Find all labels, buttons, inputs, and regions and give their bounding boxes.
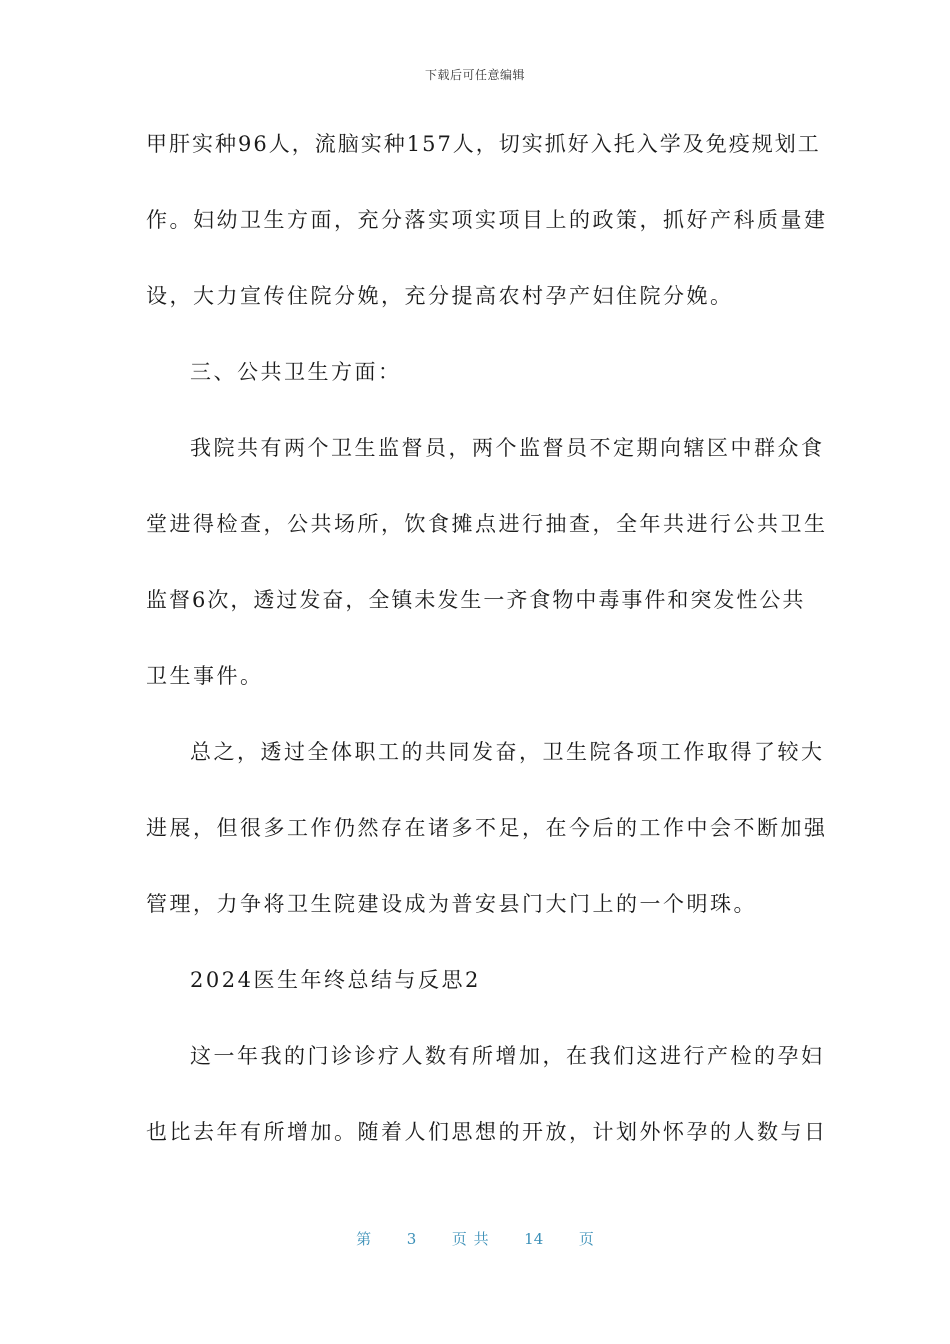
total-pages-number: 14	[524, 1230, 544, 1248]
current-page-number: 3	[406, 1230, 417, 1248]
paragraph-line: 卫生事件。	[146, 664, 264, 688]
paragraph-line: 进展，但很多工作仍然存在诸多不足，在今后的工作中会不断加强	[146, 816, 828, 840]
document-body	[146, 124, 828, 1188]
paragraph-line: 管理，力争将卫生院建设成为普安县门大门上的一个明珠。	[146, 892, 757, 916]
page-header: 下载后可任意编辑	[424, 68, 525, 82]
page-label-suffix: 页	[578, 1230, 594, 1248]
page-footer	[0, 1228, 950, 1249]
paragraph-line: 我院共有两个卫生监督员，两个监督员不定期向辖区中群众食	[190, 436, 825, 460]
paragraph-line: 堂进得检查，公共场所，饮食摊点进行抽查，全年共进行公共卫生	[146, 512, 828, 536]
paragraph-line: 也比去年有所增加。随着人们思想的开放，计划外怀孕的人数与日	[146, 1120, 828, 1144]
paragraph-line: 甲肝实种96人，流脑实种157人，切实抓好入托入学及免疫规划工	[146, 132, 821, 156]
section-heading: 三、公共卫生方面：	[190, 360, 402, 384]
page-label-prefix: 第	[356, 1230, 372, 1248]
paragraph-line: 这一年我的门诊诊疗人数有所增加，在我们这进行产检的孕妇	[190, 1044, 825, 1068]
paragraph-line: 总之，透过全体职工的共同发奋，卫生院各项工作取得了较大	[190, 740, 825, 764]
paragraph-line: 设，大力宣传住院分娩，充分提高农村孕产妇住院分娩。	[146, 284, 734, 308]
page-label-mid: 页 共	[451, 1230, 489, 1248]
paragraph-line: 监督6次，透过发奋，全镇未发生一齐食物中毒事件和突发性公共	[146, 588, 806, 612]
section-title: 2024医生年终总结与反思2	[190, 968, 481, 992]
paragraph-line: 作。妇幼卫生方面，充分落实项实项目上的政策，抓好产科质量建	[146, 208, 828, 232]
